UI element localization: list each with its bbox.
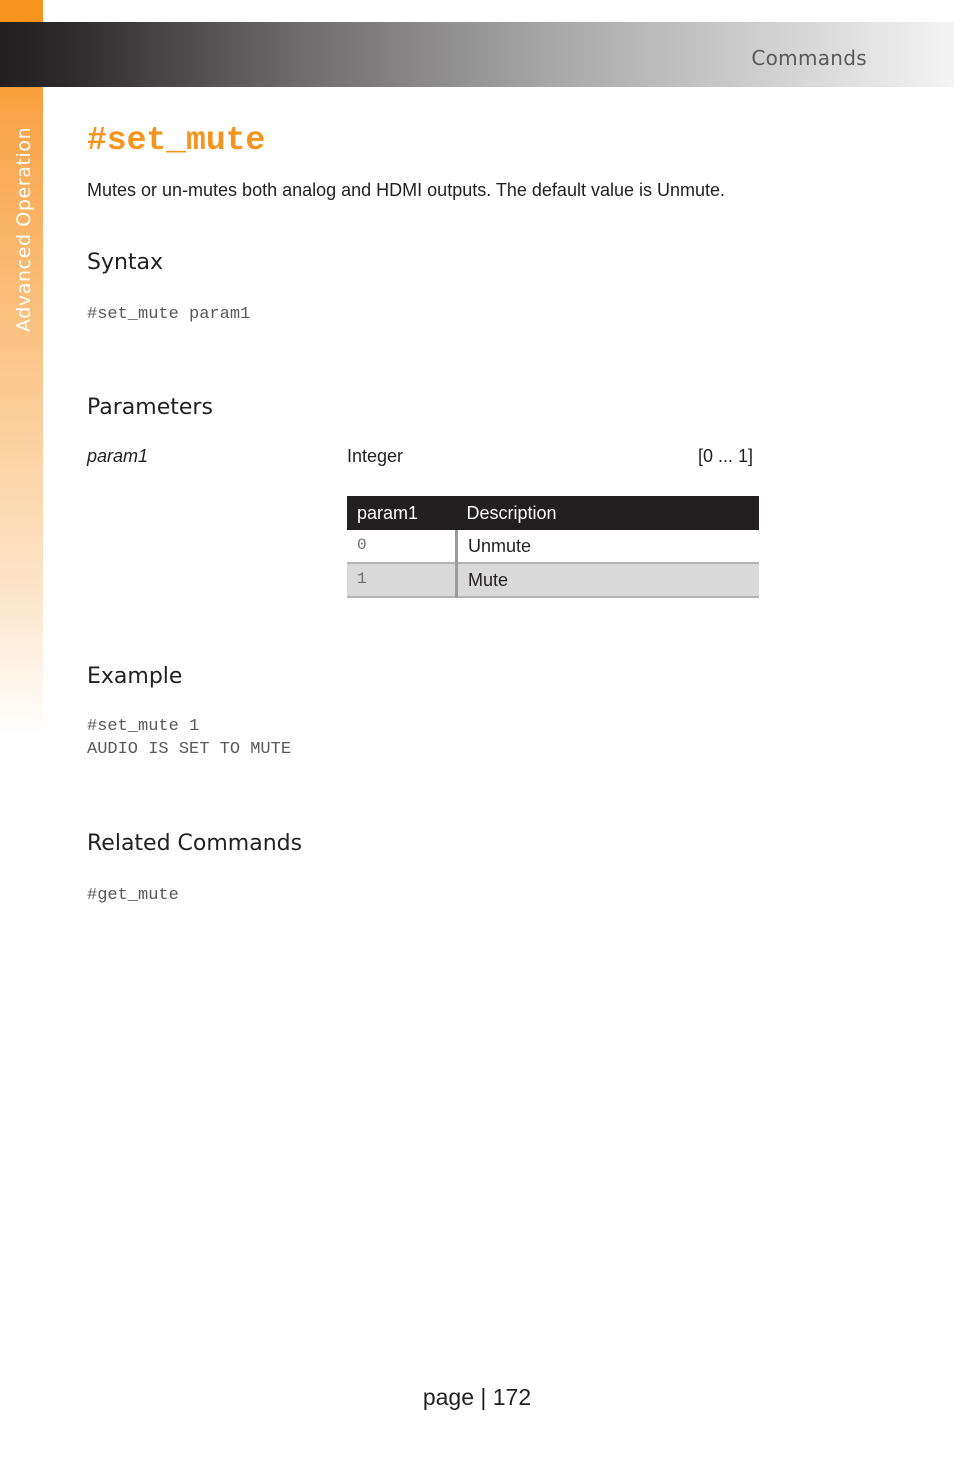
page-number: page | 172 xyxy=(422,1384,532,1410)
side-tab xyxy=(0,0,43,735)
header-section-title: Commands xyxy=(751,46,867,70)
parameter-row xyxy=(87,446,757,470)
command-title: #set_mute xyxy=(87,122,266,159)
table-cell-value: 0 xyxy=(347,530,457,563)
parameter-values-table xyxy=(347,496,759,598)
table-cell-description: Unmute xyxy=(457,530,760,563)
syntax-code: #set_mute param1 xyxy=(87,305,251,324)
command-description: Mutes or un-mutes both analog and HDMI outputs. The default value is Unmute. xyxy=(87,180,726,200)
table-header-param: param1 xyxy=(347,496,457,530)
side-tab-label: Advanced Operation xyxy=(13,126,35,332)
table-cell-description: Mute xyxy=(457,563,760,597)
table-cell-value: 1 xyxy=(347,563,457,597)
example-line-1: #set_mute 1 xyxy=(87,717,200,736)
example-line-2: AUDIO IS SET TO MUTE xyxy=(87,740,292,759)
parameter-range: [0 ... 1] xyxy=(697,446,753,466)
parameter-type: Integer xyxy=(347,446,404,466)
header-bar xyxy=(0,22,954,87)
parameters-heading: Parameters xyxy=(87,395,213,420)
table-row xyxy=(347,563,759,597)
related-commands-heading: Related Commands xyxy=(87,831,303,856)
example-heading: Example xyxy=(87,664,183,689)
table-header-description: Description xyxy=(457,496,760,530)
table-row xyxy=(347,530,759,563)
table-header-row xyxy=(347,496,759,530)
parameter-name: param1 xyxy=(87,446,149,466)
related-command-code: #get_mute xyxy=(87,886,179,905)
syntax-heading: Syntax xyxy=(87,250,164,275)
